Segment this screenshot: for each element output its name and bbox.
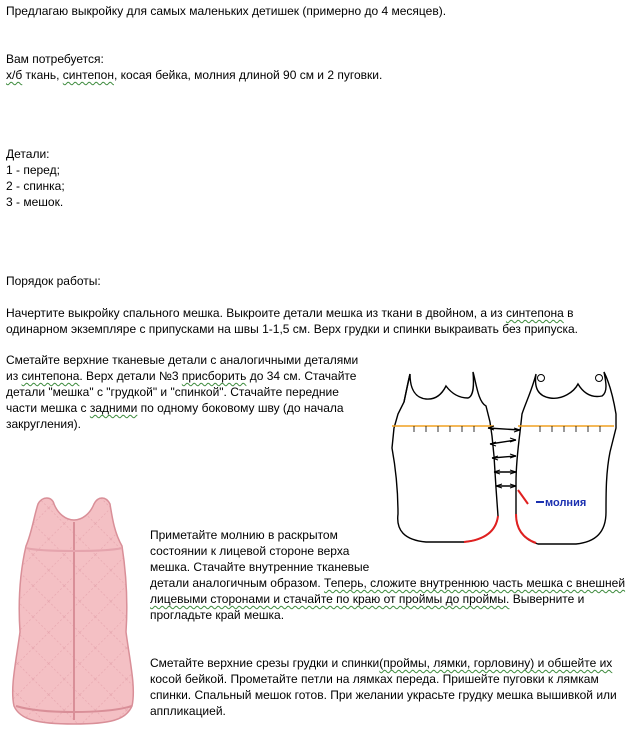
back-piece-outline [516,372,616,544]
paragraph-1-line-1: Начертите выкройку спального мешка. Выкроите детали мешка из ткани в двойном, а из синтепона в [6,306,574,320]
pattern-diagram [370,362,636,557]
paragraph-3-line-2: состоянии к лицевой стороне верха [150,544,350,558]
zipper-label: молния [545,497,587,509]
order-heading: Порядок работы: [6,274,101,288]
materials-text-rest: , косая бейка, молния длиной 90 см и 2 пуговки. [113,68,383,82]
paragraph-2-line-5: закругления). [6,417,81,431]
paragraph-3-line-1: Приметайте молнию в раскрытом [150,528,338,542]
paragraph-2-line-2: из синтепона. Верх детали №3 присборить до 34 см. Стачайте [6,369,357,383]
materials-text: ткань, [22,68,63,82]
paragraph-4-line-1: Сметайте верхние срезы грудки и спинки(проймы, лямки, горловину) и обшейте их [150,656,613,670]
materials-fabric-abbr: х/б [6,68,23,82]
materials-heading: Вам потребуется: [6,52,104,66]
parts-item-3: 3 - мешок. [6,195,64,209]
paragraph-4-line-3: спинки. Спальный мешок готов. При желании украсьте грудку мешка вышивкой или [150,688,617,702]
paragraph-3-line-6: прогладьте край мешка. [150,608,285,622]
paragraph-3-line-4: детали аналогичным образом. Теперь, сложите внутреннюю часть мешка с внешней [150,576,626,590]
paragraph-4-line-4: аппликацией. [150,704,226,718]
materials-list [6,67,382,83]
paragraph-2-line-3: детали "мешка" с "грудкой" и "спинкой". Стачайте передние [6,385,339,399]
parts-item-1: 1 - перед; [6,163,60,177]
paragraph-1-line-2: одинарном экземпляре с припусками на швы 1-1,5 см. Верх грудки и спинки выкраивать без припуска. [6,322,578,336]
paragraph-2-line-1: Сметайте верхние тканевые детали с аналогичными деталями [6,353,359,367]
paragraph-3-line-5: лицевыми сторонами и стачайте по краю от проймы до проймы. Выверните и [150,592,585,606]
zipper-line [464,516,498,542]
materials-sintepon: синтепон [62,68,114,82]
intro-text: Предлагаю выкройку для самых маленьких детишек (примерно до 4 месяцев). [6,4,447,18]
paragraph-3-line-3: мешка. Стачайте внутренние тканевые [150,560,370,574]
paragraph-4-line-2: косой бейкой. Прометайте петли на лямках переда. Пришейте пуговки к лямкам [150,672,599,686]
paragraph-2-line-4: части мешка с задними по одному боковому шву (до начала [6,401,344,415]
parts-heading: Детали: [6,147,50,161]
parts-item-2: 2 - спинка; [6,179,65,193]
front-piece-outline [392,372,498,542]
sleeping-bag-photo [2,492,147,728]
